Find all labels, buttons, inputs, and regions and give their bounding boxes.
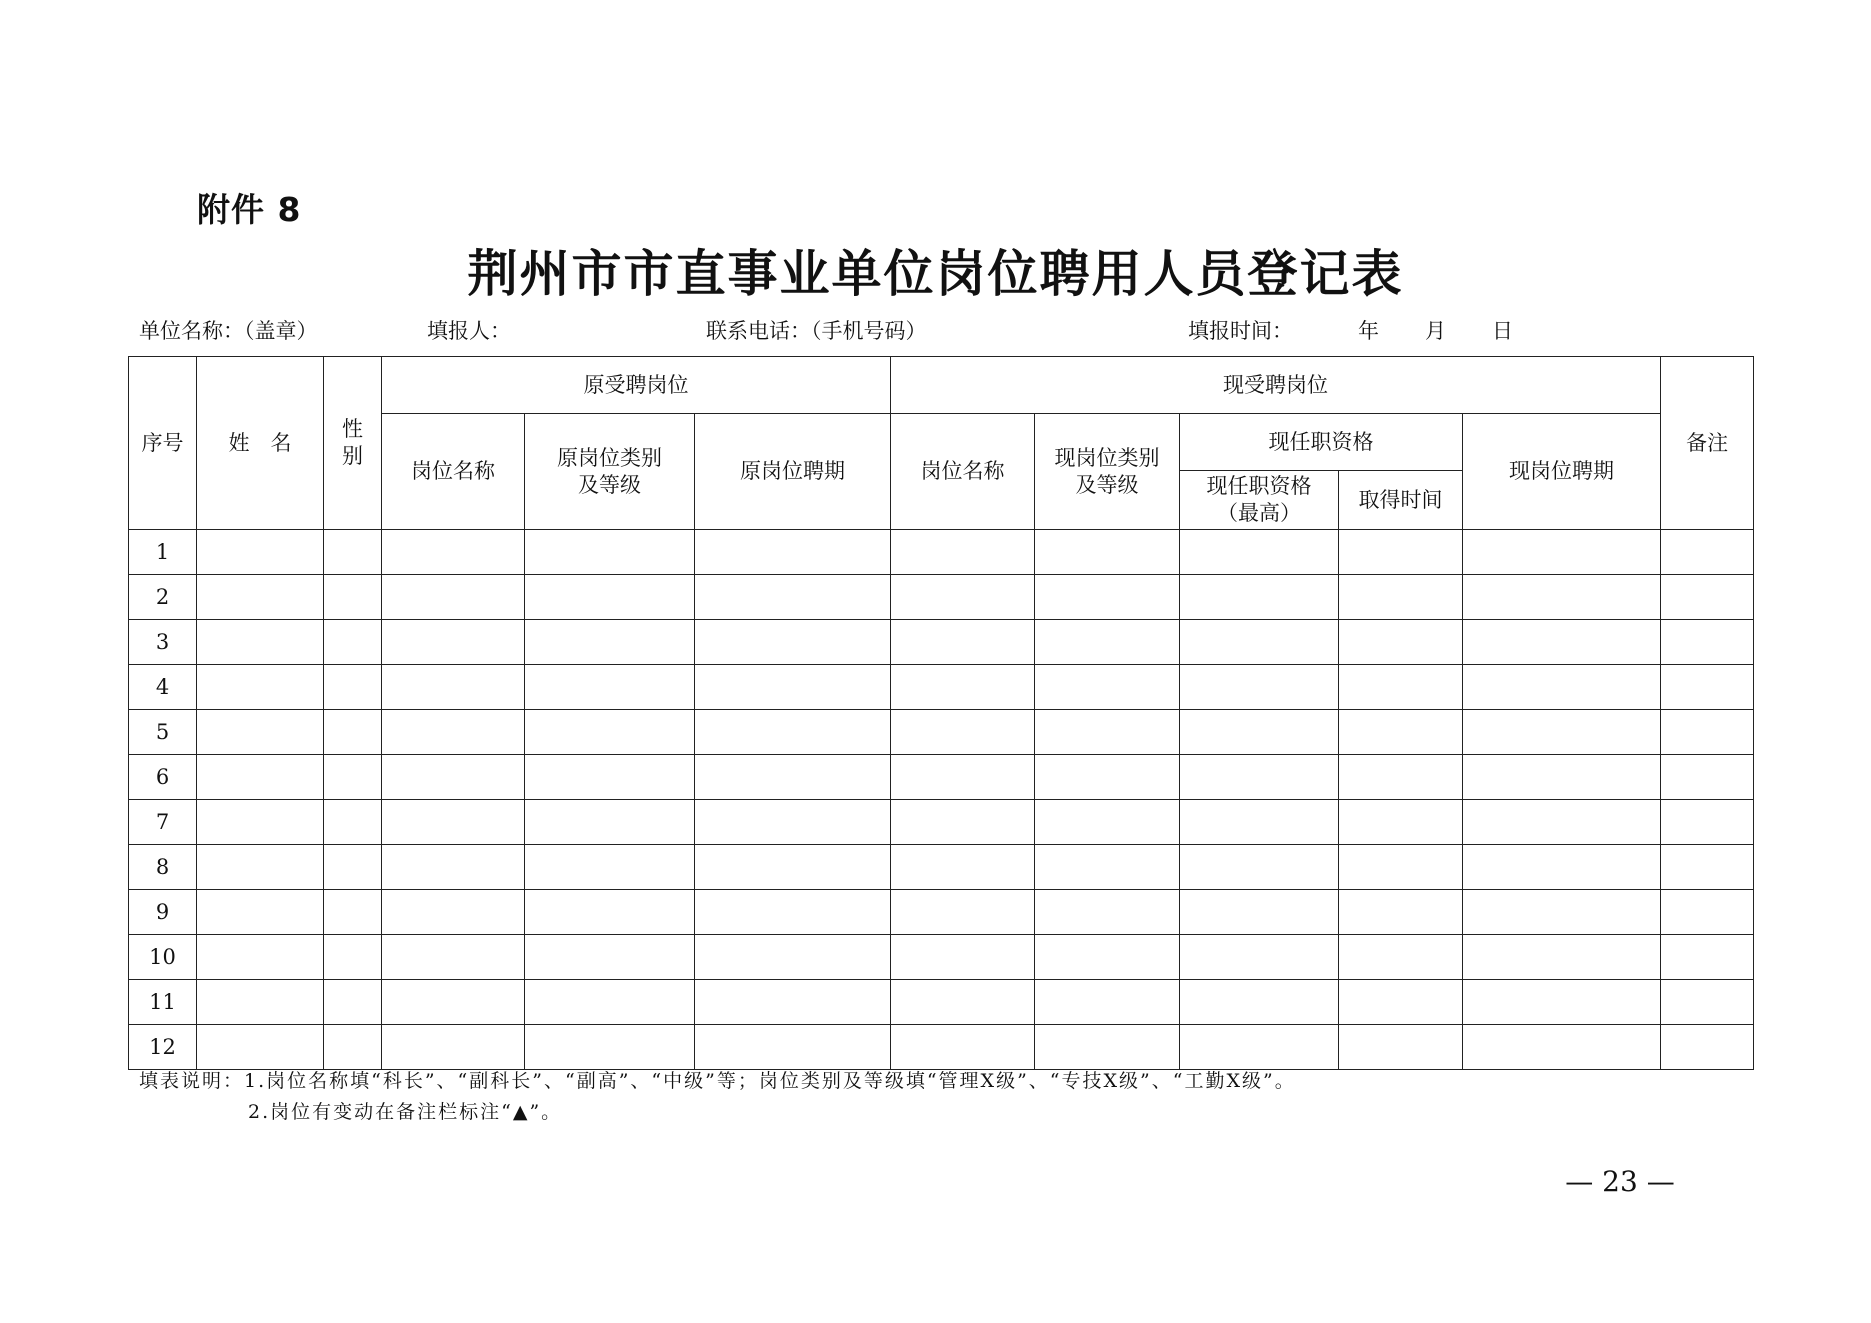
original-post-name-cell[interactable] xyxy=(382,935,525,980)
table-row xyxy=(129,800,1754,845)
year-label: 年 xyxy=(1358,319,1379,343)
original-post-category-cell[interactable] xyxy=(525,845,695,890)
row-number: 1 xyxy=(129,530,197,575)
header-qualification-group: 现任职资格 xyxy=(1180,414,1463,471)
current-post-category-cell[interactable] xyxy=(1035,665,1180,710)
gender-cell[interactable] xyxy=(324,800,382,845)
remarks-cell[interactable] xyxy=(1661,575,1754,620)
current-post-name-cell[interactable] xyxy=(891,980,1035,1025)
header-current-term: 现岗位聘期 xyxy=(1463,414,1661,530)
header-original-post-category xyxy=(525,414,695,530)
current-post-name-cell[interactable] xyxy=(891,755,1035,800)
current-post-category-cell[interactable] xyxy=(1035,575,1180,620)
remarks-cell[interactable] xyxy=(1661,980,1754,1025)
current-post-category-cell[interactable] xyxy=(1035,890,1180,935)
name-cell[interactable] xyxy=(197,845,324,890)
remarks-cell[interactable] xyxy=(1661,1025,1754,1070)
original-post-name-cell[interactable] xyxy=(382,665,525,710)
original-post-name-cell[interactable] xyxy=(382,845,525,890)
row-number: 9 xyxy=(129,890,197,935)
phone-label: 联系电话：（手机号码） xyxy=(706,319,927,343)
current-term-cell[interactable] xyxy=(1463,530,1661,575)
qualification-date-cell[interactable] xyxy=(1339,575,1463,620)
qualification-date-cell[interactable] xyxy=(1339,665,1463,710)
current-term-cell[interactable] xyxy=(1463,845,1661,890)
current-term-cell[interactable] xyxy=(1463,800,1661,845)
remarks-cell[interactable] xyxy=(1661,710,1754,755)
remarks-cell[interactable] xyxy=(1661,530,1754,575)
header-original-post-category-text: 原岗位类别及等级 xyxy=(557,445,662,497)
name-cell[interactable] xyxy=(197,530,324,575)
header-gender-text: 性别 xyxy=(342,417,363,468)
original-term-cell[interactable] xyxy=(695,665,891,710)
qualification-highest-cell[interactable] xyxy=(1180,620,1339,665)
current-post-name-cell[interactable] xyxy=(891,620,1035,665)
original-post-name-cell[interactable] xyxy=(382,620,525,665)
filler-label: 填报人： xyxy=(427,319,511,343)
table-row xyxy=(129,845,1754,890)
table-row xyxy=(129,710,1754,755)
row-number: 8 xyxy=(129,845,197,890)
current-term-cell[interactable] xyxy=(1463,890,1661,935)
header-current-post-category xyxy=(1035,414,1180,530)
name-cell[interactable] xyxy=(197,890,324,935)
qualification-date-cell[interactable] xyxy=(1339,890,1463,935)
qualification-highest-cell[interactable] xyxy=(1180,530,1339,575)
original-post-name-cell[interactable] xyxy=(382,755,525,800)
current-post-category-cell[interactable] xyxy=(1035,980,1180,1025)
gender-cell[interactable] xyxy=(324,980,382,1025)
gender-cell[interactable] xyxy=(324,710,382,755)
attachment-label: 附件 8 xyxy=(197,190,302,229)
original-post-category-cell[interactable] xyxy=(525,800,695,845)
report-time-label: 填报时间： xyxy=(1188,319,1293,343)
name-cell[interactable] xyxy=(197,665,324,710)
qualification-highest-cell[interactable] xyxy=(1180,935,1339,980)
qualification-highest-cell[interactable] xyxy=(1180,890,1339,935)
gender-cell[interactable] xyxy=(324,845,382,890)
table-row xyxy=(129,530,1754,575)
header-gender xyxy=(324,357,382,530)
row-number: 5 xyxy=(129,710,197,755)
current-term-cell[interactable] xyxy=(1463,755,1661,800)
qualification-date-cell[interactable] xyxy=(1339,800,1463,845)
page-number: — 23 — xyxy=(1565,1165,1675,1198)
qualification-date-cell[interactable] xyxy=(1339,530,1463,575)
qualification-highest-cell[interactable] xyxy=(1180,845,1339,890)
original-post-category-cell[interactable] xyxy=(525,575,695,620)
row-number: 2 xyxy=(129,575,197,620)
table-body xyxy=(129,530,1754,1070)
current-term-cell[interactable] xyxy=(1463,620,1661,665)
unit-name-label: 单位名称：（盖章） xyxy=(139,319,318,343)
header-qualification-date: 取得时间 xyxy=(1339,471,1463,530)
qualification-highest-cell[interactable] xyxy=(1180,665,1339,710)
page-title: 荆州市市直事业单位岗位聘用人员登记表 xyxy=(467,244,1404,303)
remarks-cell[interactable] xyxy=(1661,935,1754,980)
original-post-category-cell[interactable] xyxy=(525,755,695,800)
row-number: 3 xyxy=(129,620,197,665)
header-qualification-highest-text: 现任职资格（最高） xyxy=(1206,474,1312,525)
header-current-group: 现受聘岗位 xyxy=(891,357,1661,414)
qualification-date-cell[interactable] xyxy=(1339,710,1463,755)
gender-cell[interactable] xyxy=(324,1025,382,1070)
notes-line-2: 2.岗位有变动在备注栏标注“▲”。 xyxy=(248,1101,563,1123)
original-post-category-cell[interactable] xyxy=(525,935,695,980)
gender-cell[interactable] xyxy=(324,530,382,575)
remarks-cell[interactable] xyxy=(1661,620,1754,665)
qualification-date-cell[interactable] xyxy=(1339,935,1463,980)
row-number: 6 xyxy=(129,755,197,800)
qualification-highest-cell[interactable] xyxy=(1180,800,1339,845)
name-cell[interactable] xyxy=(197,755,324,800)
remarks-cell[interactable] xyxy=(1661,845,1754,890)
name-cell[interactable] xyxy=(197,575,324,620)
gender-cell[interactable] xyxy=(324,665,382,710)
original-term-cell[interactable] xyxy=(695,620,891,665)
current-post-category-cell[interactable] xyxy=(1035,845,1180,890)
original-term-cell[interactable] xyxy=(695,1025,891,1070)
day-label: 日 xyxy=(1492,319,1513,343)
registration-table xyxy=(128,356,1754,1070)
current-post-category-cell[interactable] xyxy=(1035,755,1180,800)
remarks-cell[interactable] xyxy=(1661,755,1754,800)
original-post-name-cell[interactable] xyxy=(382,530,525,575)
original-post-category-cell[interactable] xyxy=(525,665,695,710)
remarks-cell[interactable] xyxy=(1661,665,1754,710)
original-term-cell[interactable] xyxy=(695,710,891,755)
original-post-name-cell[interactable] xyxy=(382,890,525,935)
row-number: 12 xyxy=(129,1025,197,1070)
qualification-highest-cell[interactable] xyxy=(1180,710,1339,755)
original-post-name-cell[interactable] xyxy=(382,710,525,755)
table-row xyxy=(129,1025,1754,1070)
header-original-group: 原受聘岗位 xyxy=(382,357,891,414)
name-cell[interactable] xyxy=(197,620,324,665)
original-term-cell[interactable] xyxy=(695,530,891,575)
qualification-highest-cell[interactable] xyxy=(1180,755,1339,800)
name-cell[interactable] xyxy=(197,800,324,845)
table-row xyxy=(129,620,1754,665)
header-qualification-highest xyxy=(1180,471,1339,530)
qualification-date-cell[interactable] xyxy=(1339,980,1463,1025)
month-label: 月 xyxy=(1425,319,1446,343)
original-term-cell[interactable] xyxy=(695,800,891,845)
original-post-category-cell[interactable] xyxy=(525,980,695,1025)
original-term-cell[interactable] xyxy=(695,980,891,1025)
row-number: 7 xyxy=(129,800,197,845)
current-post-category-cell[interactable] xyxy=(1035,620,1180,665)
original-post-name-cell[interactable] xyxy=(382,575,525,620)
header-current-post-category-text: 现岗位类别及等级 xyxy=(1054,445,1160,497)
qualification-highest-cell[interactable] xyxy=(1180,980,1339,1025)
original-post-category-cell[interactable] xyxy=(525,890,695,935)
current-post-name-cell[interactable] xyxy=(891,530,1035,575)
current-post-name-cell[interactable] xyxy=(891,710,1035,755)
gender-cell[interactable] xyxy=(324,575,382,620)
gender-cell[interactable] xyxy=(324,935,382,980)
row-number: 10 xyxy=(129,935,197,980)
name-cell[interactable] xyxy=(197,710,324,755)
remarks-cell[interactable] xyxy=(1661,800,1754,845)
table-row xyxy=(129,890,1754,935)
table-row xyxy=(129,575,1754,620)
original-post-name-cell[interactable] xyxy=(382,1025,525,1070)
original-term-cell[interactable] xyxy=(695,575,891,620)
table-row xyxy=(129,935,1754,980)
row-number: 4 xyxy=(129,665,197,710)
qualification-date-cell[interactable] xyxy=(1339,1025,1463,1070)
gender-cell[interactable] xyxy=(324,890,382,935)
original-term-cell[interactable] xyxy=(695,755,891,800)
original-post-category-cell[interactable] xyxy=(525,1025,695,1070)
current-term-cell[interactable] xyxy=(1463,575,1661,620)
current-post-name-cell[interactable] xyxy=(891,665,1035,710)
name-cell[interactable] xyxy=(197,980,324,1025)
table-row xyxy=(129,755,1754,800)
current-post-name-cell[interactable] xyxy=(891,890,1035,935)
table-row xyxy=(129,665,1754,710)
current-post-name-cell[interactable] xyxy=(891,845,1035,890)
current-term-cell[interactable] xyxy=(1463,710,1661,755)
gender-cell[interactable] xyxy=(324,755,382,800)
name-cell[interactable] xyxy=(197,935,324,980)
notes-line-1: 填表说明：1.岗位名称填“科长”、“副科长”、“副高”、“中级”等；岗位类别及等级填“管理Ⅹ级”、“专技Ⅹ级”、“工勤Ⅹ级”。 xyxy=(139,1070,1296,1092)
original-post-name-cell[interactable] xyxy=(382,800,525,845)
current-post-category-cell[interactable] xyxy=(1035,800,1180,845)
original-post-name-cell[interactable] xyxy=(382,980,525,1025)
row-number: 11 xyxy=(129,980,197,1025)
header-original-post-name: 岗位名称 xyxy=(382,414,525,530)
current-post-category-cell[interactable] xyxy=(1035,935,1180,980)
current-post-category-cell[interactable] xyxy=(1035,1025,1180,1070)
original-term-cell[interactable] xyxy=(695,890,891,935)
qualification-date-cell[interactable] xyxy=(1339,845,1463,890)
original-term-cell[interactable] xyxy=(695,935,891,980)
qualification-date-cell[interactable] xyxy=(1339,755,1463,800)
original-post-category-cell[interactable] xyxy=(525,530,695,575)
header-original-term: 原岗位聘期 xyxy=(695,414,891,530)
current-post-name-cell[interactable] xyxy=(891,800,1035,845)
current-post-category-cell[interactable] xyxy=(1035,710,1180,755)
current-term-cell[interactable] xyxy=(1463,980,1661,1025)
current-term-cell[interactable] xyxy=(1463,1025,1661,1070)
current-post-name-cell[interactable] xyxy=(891,575,1035,620)
header-current-post-name: 岗位名称 xyxy=(891,414,1035,530)
current-post-name-cell[interactable] xyxy=(891,935,1035,980)
current-term-cell[interactable] xyxy=(1463,935,1661,980)
current-post-category-cell[interactable] xyxy=(1035,530,1180,575)
header-seq: 序号 xyxy=(129,357,197,530)
gender-cell[interactable] xyxy=(324,620,382,665)
qualification-highest-cell[interactable] xyxy=(1180,575,1339,620)
current-post-name-cell[interactable] xyxy=(891,1025,1035,1070)
name-cell[interactable] xyxy=(197,1025,324,1070)
original-term-cell[interactable] xyxy=(695,845,891,890)
table-row xyxy=(129,980,1754,1025)
qualification-date-cell[interactable] xyxy=(1339,620,1463,665)
header-name: 姓 名 xyxy=(197,357,324,530)
original-post-category-cell[interactable] xyxy=(525,620,695,665)
header-remarks: 备注 xyxy=(1661,357,1754,530)
original-post-category-cell[interactable] xyxy=(525,710,695,755)
table-header xyxy=(129,357,1754,530)
remarks-cell[interactable] xyxy=(1661,890,1754,935)
qualification-highest-cell[interactable] xyxy=(1180,1025,1339,1070)
current-term-cell[interactable] xyxy=(1463,665,1661,710)
